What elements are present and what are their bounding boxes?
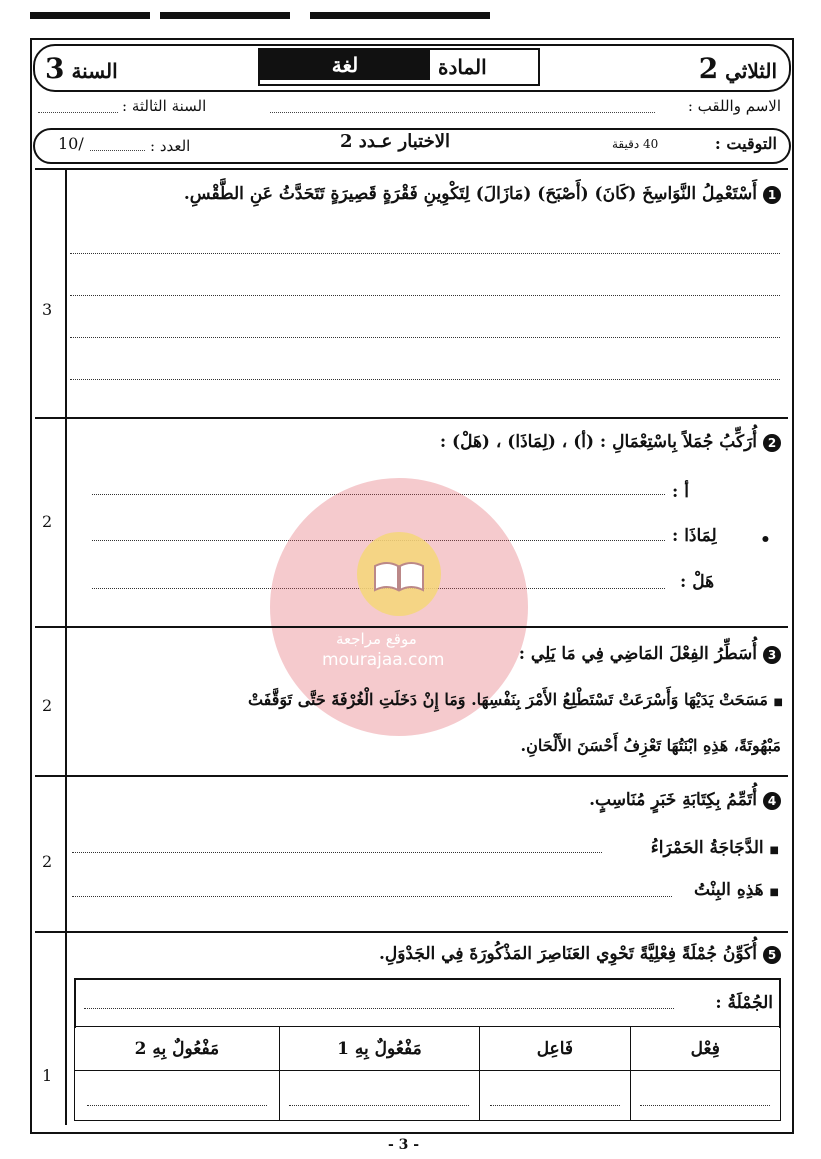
book-icon [357, 532, 441, 616]
count-input-line[interactable] [90, 150, 145, 151]
timing-value: 40 دقيقة [612, 137, 659, 151]
section-4-border [35, 775, 788, 777]
count-total: 10/ [58, 134, 84, 153]
class-input-line[interactable] [38, 112, 118, 113]
top-bar-3 [310, 12, 490, 19]
section-1-border [35, 168, 788, 170]
section-3-text-line2: مَبْهُوتَةً، هَذِهِ ابْنَتُهَا تَعْزِفُ أَحْسَنَ الأَلْحَانِ. [520, 736, 781, 755]
section-2-prompt: 2أُرَكِّبُ جُمَلاً بِاسْتِعْمَالِ : (أ) ، (لِمَاذَا) ، (هَلْ) : [81, 432, 781, 452]
table-cell[interactable] [630, 1071, 780, 1121]
table-cell[interactable] [75, 1071, 280, 1121]
item-a-label: أ : [672, 482, 689, 502]
answer-line[interactable] [70, 253, 780, 254]
section-3-score: 2 [42, 696, 53, 715]
name-label: الاسم واللقب : [687, 97, 781, 115]
column-header: مَفْعُولٌ بِهِ 1 [279, 1027, 479, 1071]
name-row [688, 97, 781, 115]
year-label: السنة 3 [45, 52, 118, 85]
section-3-text-line1: ■ مَسَحَتْ يَدَيْهَا وَأَسْرَعَتْ تَسْتَطْلِعُ الأَمْرَ بِنَفْسِهَا. وَمَا إِنْ دَخَلَتِ الْغُرْفَةَ حَتَّى تَوَقَّفَتْ [247, 690, 783, 709]
section-5-score: 1 [42, 1066, 53, 1085]
name-input-line[interactable] [270, 112, 655, 113]
item-hal-label: هَلْ : [680, 572, 715, 592]
elements-table [74, 1026, 781, 1121]
count-label: العدد : [150, 137, 191, 155]
subject-label: المادة [438, 55, 487, 79]
answer-line[interactable] [70, 379, 780, 380]
watermark-arabic: موقع مراجعة [336, 630, 417, 648]
section-4-prompt: 4أُتَمِّمُ بِكِتَابَةِ خَبَرٍ مُنَاسِبٍ. [81, 790, 781, 810]
column-header: فِعْل [630, 1027, 780, 1071]
section-2-score: 2 [42, 512, 53, 531]
timing-label: التوقيت : [714, 134, 777, 153]
section-5-prompt: 5أُكَوِّنُ جُمْلَةً فِعْلِيَّةً تَحْوِي العَنَاصِرَ المَذْكُورَةَ فِي الجَدْوَلِ. [81, 944, 781, 964]
table-cell[interactable] [480, 1071, 630, 1121]
level-number: 2 [698, 52, 719, 85]
bullet: • [760, 530, 771, 550]
answer-line[interactable] [70, 337, 780, 338]
section-3-border [35, 626, 788, 628]
item-limadha-label: لِمَاذَا : [672, 526, 717, 546]
year-number: 3 [45, 52, 65, 85]
watermark-latin: mourajaa.com [322, 650, 445, 670]
top-bar-2 [160, 12, 290, 19]
sentence-input-line[interactable] [84, 1008, 674, 1009]
class-label: السنة الثالثة : [122, 97, 207, 115]
item-2-label: ■ هَذِهِ البِنْتُ [694, 880, 779, 900]
section-5-border [35, 931, 788, 933]
page-number: - 3 - [388, 1137, 420, 1153]
section-2-border [35, 417, 788, 419]
top-bar-1 [30, 12, 150, 19]
section-4-score: 2 [42, 852, 53, 871]
test-title: الاختبار عـدد 2 [340, 131, 450, 152]
sentence-label: الجُمْلَةُ : [715, 993, 773, 1013]
column-header: مَفْعُولٌ بِهِ 2 [75, 1027, 280, 1071]
section-1-score: 3 [42, 300, 53, 319]
answer-line[interactable] [72, 896, 672, 897]
answer-line[interactable] [72, 852, 602, 853]
subject-value: لغة [260, 50, 430, 80]
table-cell[interactable] [279, 1071, 479, 1121]
sentence-box [74, 978, 781, 1028]
answer-line[interactable] [70, 295, 780, 296]
section-3-prompt: 3أُسَطِّرُ الفِعْلَ المَاضِي فِي مَا يَلِي : [491, 644, 781, 664]
level-label: الثلاثي 2 [698, 52, 777, 85]
section-1-prompt: 1أَسْتَعْمِلُ النَّوَاسِخَ (كَانَ) (أَصْبَحَ) (مَازَالَ) لِتَكْوِينِ فَقْرَةٍ قَصِيرَةٍ تَتَحَدَّثُ عَنِ الطَّقْسِ. [81, 184, 781, 204]
column-header: فَاعِل [480, 1027, 630, 1071]
item-1-label: ■ الدَّجَاجَةُ الحَمْرَاءُ [650, 838, 779, 858]
